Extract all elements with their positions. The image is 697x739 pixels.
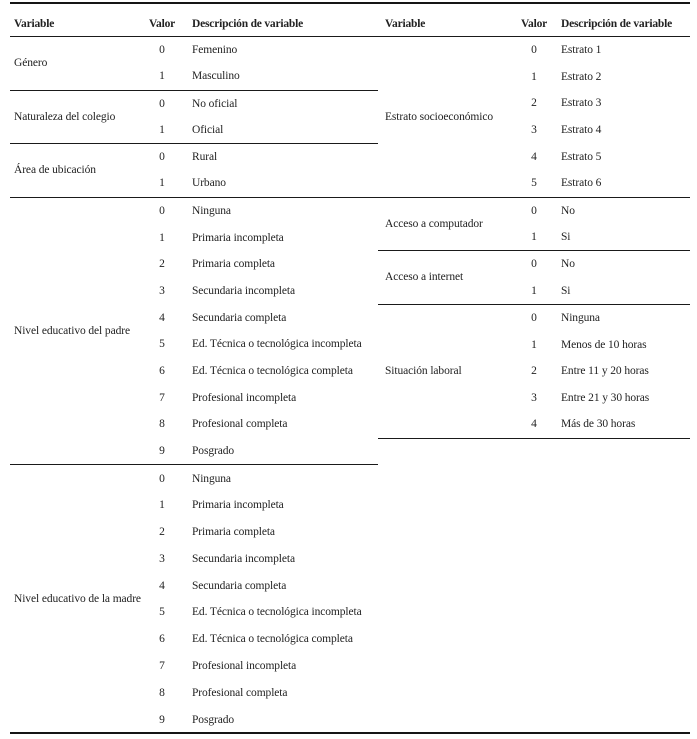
table-row (147, 331, 378, 358)
value-cell: 0 (159, 97, 165, 110)
value-cell: 0 (159, 472, 165, 485)
description-cell: Entre 21 y 30 horas (561, 391, 650, 404)
column-header-valor: Valor (148, 17, 176, 30)
left-table (10, 4, 378, 733)
variable-name: Naturaleza del colegio (14, 110, 116, 123)
column-header-descripcion: Descripción de variable (192, 17, 304, 30)
column-header-valor: Valor (520, 17, 548, 30)
value-cell: 0 (531, 204, 537, 217)
right-table (378, 4, 690, 439)
table-row (147, 304, 378, 331)
table-row (147, 278, 378, 305)
value-cell: 0 (159, 44, 165, 57)
variable-name: Nivel educativo del padre (14, 324, 130, 337)
description-cell: Primaria completa (192, 526, 275, 539)
column-header-descripcion: Descripción de variable (561, 17, 673, 30)
description-cell: Ed. Técnica o tecnológica incompleta (192, 338, 362, 351)
variable-section (10, 144, 378, 198)
description-cell: Secundaria incompleta (192, 284, 295, 297)
variable-name: Acceso a computador (385, 217, 483, 230)
table-row (519, 37, 690, 64)
value-cell: 1 (531, 70, 537, 83)
value-cell: 1 (159, 70, 165, 83)
description-cell: Secundaria completa (192, 311, 287, 324)
table-row (519, 305, 690, 332)
table-row (519, 411, 690, 438)
value-cell: 1 (531, 231, 537, 243)
variable-section (378, 305, 690, 439)
value-cell: 3 (531, 124, 537, 137)
table-row (147, 91, 378, 117)
value-rows (147, 198, 378, 465)
variable-section (378, 198, 690, 252)
variable-name: Situación laboral (385, 365, 462, 378)
right-table-header (378, 4, 690, 37)
value-cell: 2 (531, 365, 537, 378)
value-cell: 6 (159, 633, 165, 646)
table-row (147, 117, 378, 143)
value-cell: 5 (531, 177, 537, 190)
table-row (147, 706, 378, 733)
value-cell: 1 (159, 123, 165, 136)
value-cell: 5 (159, 606, 165, 619)
description-cell: Masculino (192, 70, 240, 83)
description-cell: Femenino (192, 44, 238, 57)
table-row (147, 679, 378, 706)
value-cell: 0 (531, 258, 537, 271)
value-cell: 3 (531, 391, 537, 404)
table-row (147, 63, 378, 89)
description-cell: Secundaria completa (192, 579, 287, 592)
value-rows (519, 198, 690, 251)
table-row (147, 251, 378, 278)
description-cell: Estrato 4 (561, 124, 602, 137)
table-row (519, 170, 690, 197)
description-cell: Secundaria incompleta (192, 552, 295, 565)
description-cell: Primaria incompleta (192, 231, 284, 244)
value-cell: 1 (159, 499, 165, 512)
value-cell: 4 (159, 579, 165, 592)
description-cell: Ninguna (561, 311, 600, 324)
table-row (519, 198, 690, 224)
value-cell: 0 (531, 311, 537, 324)
table-row (147, 224, 378, 251)
table-row (519, 358, 690, 385)
value-cell: 0 (531, 44, 537, 57)
description-cell: Urbano (192, 177, 226, 190)
table-row (147, 411, 378, 438)
value-cell: 7 (159, 660, 165, 673)
table-row (519, 384, 690, 411)
table-row (519, 224, 690, 250)
description-cell: Ninguna (192, 472, 231, 485)
table-row (147, 519, 378, 546)
table-row (147, 626, 378, 653)
table-row (519, 251, 690, 277)
variable-name: Área de ubicación (14, 164, 96, 177)
description-cell: Profesional completa (192, 418, 288, 431)
description-cell: Posgrado (192, 444, 235, 457)
table-row (147, 465, 378, 492)
description-cell: No (561, 204, 575, 217)
variable-name: Acceso a internet (385, 271, 464, 284)
description-cell: Ninguna (192, 204, 231, 217)
value-cell: 7 (159, 391, 165, 404)
value-cell: 1 (531, 284, 537, 297)
value-cell: 4 (159, 311, 165, 324)
variable-name: Género (14, 57, 48, 70)
variable-name: Estrato socioeconómico (385, 110, 493, 123)
table-row (147, 170, 378, 196)
value-cell: 0 (159, 151, 165, 164)
description-cell: Estrato 2 (561, 70, 602, 83)
description-cell: Estrato 5 (561, 150, 602, 163)
table-row (147, 438, 378, 465)
variable-section (10, 198, 378, 466)
table-bottom-rule (10, 732, 690, 734)
table-row (147, 572, 378, 599)
value-cell: 9 (159, 444, 165, 457)
description-cell: Si (561, 284, 571, 297)
description-cell: Primaria completa (192, 258, 275, 271)
table-row (147, 599, 378, 626)
table-row (147, 37, 378, 63)
variable-section (378, 251, 690, 305)
value-rows (519, 251, 690, 304)
value-rows (519, 37, 690, 197)
description-cell: Rural (192, 151, 218, 164)
table-row (519, 64, 690, 91)
value-cell: 1 (159, 177, 165, 190)
table-row (147, 492, 378, 519)
variable-section (378, 37, 690, 198)
variable-section (10, 465, 378, 733)
table-row (147, 198, 378, 225)
table-row (519, 277, 690, 303)
description-cell: Oficial (192, 123, 224, 136)
description-cell: Primaria incompleta (192, 499, 284, 512)
table-row (147, 384, 378, 411)
value-rows (147, 37, 378, 90)
value-cell: 8 (159, 686, 165, 699)
value-cell: 1 (159, 231, 165, 244)
description-cell: Posgrado (192, 713, 235, 726)
value-cell: 2 (531, 97, 537, 110)
variable-section (10, 37, 378, 91)
left-table-body (10, 37, 378, 733)
description-cell: Estrato 6 (561, 177, 602, 190)
value-cell: 8 (159, 418, 165, 431)
description-cell: Profesional incompleta (192, 660, 297, 673)
value-cell: 0 (159, 204, 165, 217)
value-cell: 5 (159, 338, 165, 351)
value-rows (519, 305, 690, 438)
table-row (147, 358, 378, 385)
table-row (519, 143, 690, 170)
left-table-header (10, 4, 378, 37)
description-cell: No oficial (192, 97, 238, 110)
description-cell: Ed. Técnica o tecnológica completa (192, 633, 353, 646)
value-cell: 6 (159, 364, 165, 377)
value-rows (147, 91, 378, 144)
value-cell: 2 (159, 526, 165, 539)
description-cell: Profesional incompleta (192, 391, 297, 404)
value-cell: 9 (159, 713, 165, 726)
value-cell: 3 (159, 284, 165, 297)
column-header-variable: Variable (14, 17, 55, 30)
value-cell: 4 (531, 150, 537, 163)
table-row (147, 144, 378, 170)
table-row (519, 331, 690, 358)
description-cell: Ed. Técnica o tecnológica incompleta (192, 606, 362, 619)
description-cell: Menos de 10 horas (561, 338, 647, 351)
table-row (519, 90, 690, 117)
description-cell: No (561, 258, 575, 271)
description-cell: Estrato 3 (561, 97, 602, 110)
column-header-variable: Variable (385, 17, 426, 30)
table-row (147, 546, 378, 573)
table-row (147, 653, 378, 680)
table-row (519, 117, 690, 144)
value-cell: 2 (159, 258, 165, 271)
value-cell: 4 (531, 418, 537, 431)
variable-section (10, 91, 378, 145)
description-cell: Profesional completa (192, 686, 288, 699)
right-table-body (378, 37, 690, 439)
description-cell: Si (561, 231, 571, 243)
description-cell: Estrato 1 (561, 44, 602, 57)
variable-name: Nivel educativo de la madre (14, 593, 141, 606)
value-cell: 1 (531, 338, 537, 351)
description-cell: Entre 11 y 20 horas (561, 365, 649, 378)
value-cell: 3 (159, 552, 165, 565)
value-rows (147, 144, 378, 197)
description-cell: Ed. Técnica o tecnológica completa (192, 364, 353, 377)
description-cell: Más de 30 horas (561, 418, 636, 431)
value-rows (147, 465, 378, 733)
